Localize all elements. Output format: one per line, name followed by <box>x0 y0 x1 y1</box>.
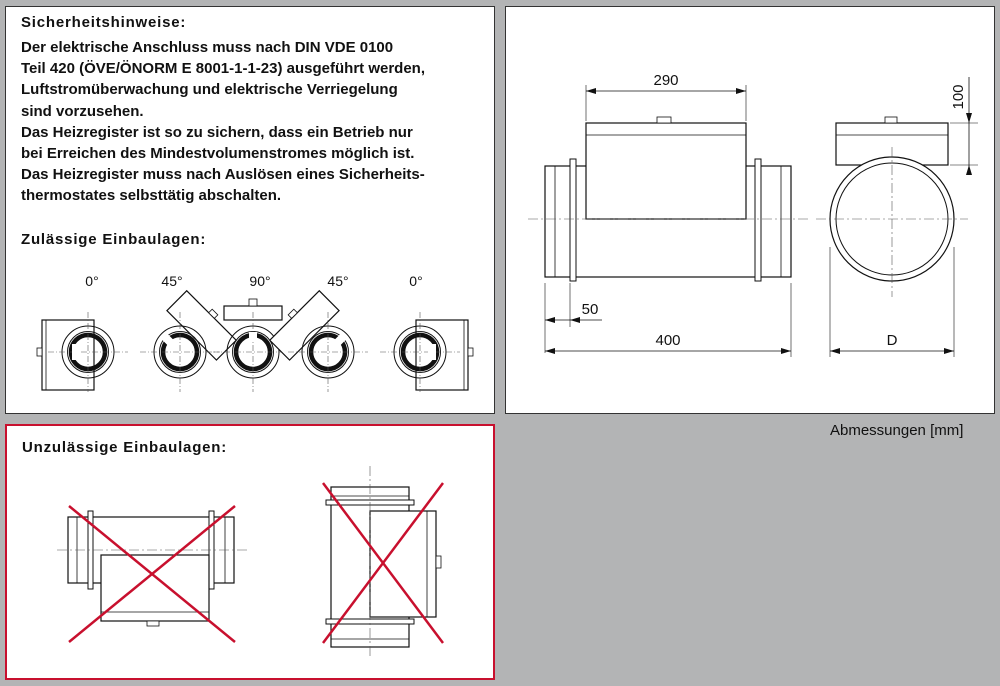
position-vertical <box>323 466 443 658</box>
dimensions-panel <box>505 6 995 414</box>
dimension-d-label: D <box>886 332 898 349</box>
safety-heading: Sicherheitshinweise: <box>21 14 187 31</box>
safety-line: sind vorzusehen. <box>21 102 144 120</box>
front-view <box>816 117 968 297</box>
allowed-heading: Zulässige Einbaulagen: <box>21 231 207 248</box>
safety-panel <box>5 6 495 414</box>
dimension-drawing <box>506 7 995 414</box>
safety-line: Luftstromüberwachung und elektrische Verriegelung <box>21 81 398 99</box>
dimension-290 <box>586 85 746 121</box>
angle-label: 0° <box>409 273 423 289</box>
safety-line: thermostates selbsttätig abschalten. <box>21 187 282 205</box>
safety-line: Das Heizregister ist so zu sichern, dass ein Betrieb nur <box>21 123 413 141</box>
angle-label: 90° <box>249 273 271 289</box>
dimension-50 <box>545 283 602 353</box>
safety-line: Das Heizregister muss nach Auslösen eines Sicherheits- <box>21 166 425 184</box>
allowed-positions-diagram <box>6 7 495 414</box>
not-allowed-panel <box>5 424 495 680</box>
angle-label: 45° <box>161 273 183 289</box>
dimension-400-label: 400 <box>655 332 681 349</box>
position-45-left <box>140 287 240 392</box>
dimension-290-label: 290 <box>653 72 679 89</box>
dimensions-caption: Abmessungen [mm] <box>830 422 964 439</box>
safety-line: Der elektrische Anschluss muss nach DIN VDE 0100 <box>21 39 394 56</box>
position-0-right <box>380 312 473 392</box>
not-allowed-heading: Unzulässige Einbaulagen: <box>22 439 228 456</box>
angle-label: 45° <box>327 273 349 289</box>
position-45-right <box>266 287 368 392</box>
not-allowed-diagram <box>7 426 495 680</box>
position-box-down <box>57 506 247 642</box>
position-0-left <box>37 312 128 392</box>
side-view <box>528 117 808 281</box>
safety-line: bei Erreichen des Mindestvolumenstromes möglich ist. <box>21 145 415 163</box>
dimension-100-label: 100 <box>950 84 967 110</box>
dimension-50-label: 50 <box>581 301 599 318</box>
angle-label: 0° <box>85 273 99 289</box>
safety-line: Teil 420 (ÖVE/ÖNORM E 8001-1-1-23) ausgeführt werden, <box>21 60 426 78</box>
